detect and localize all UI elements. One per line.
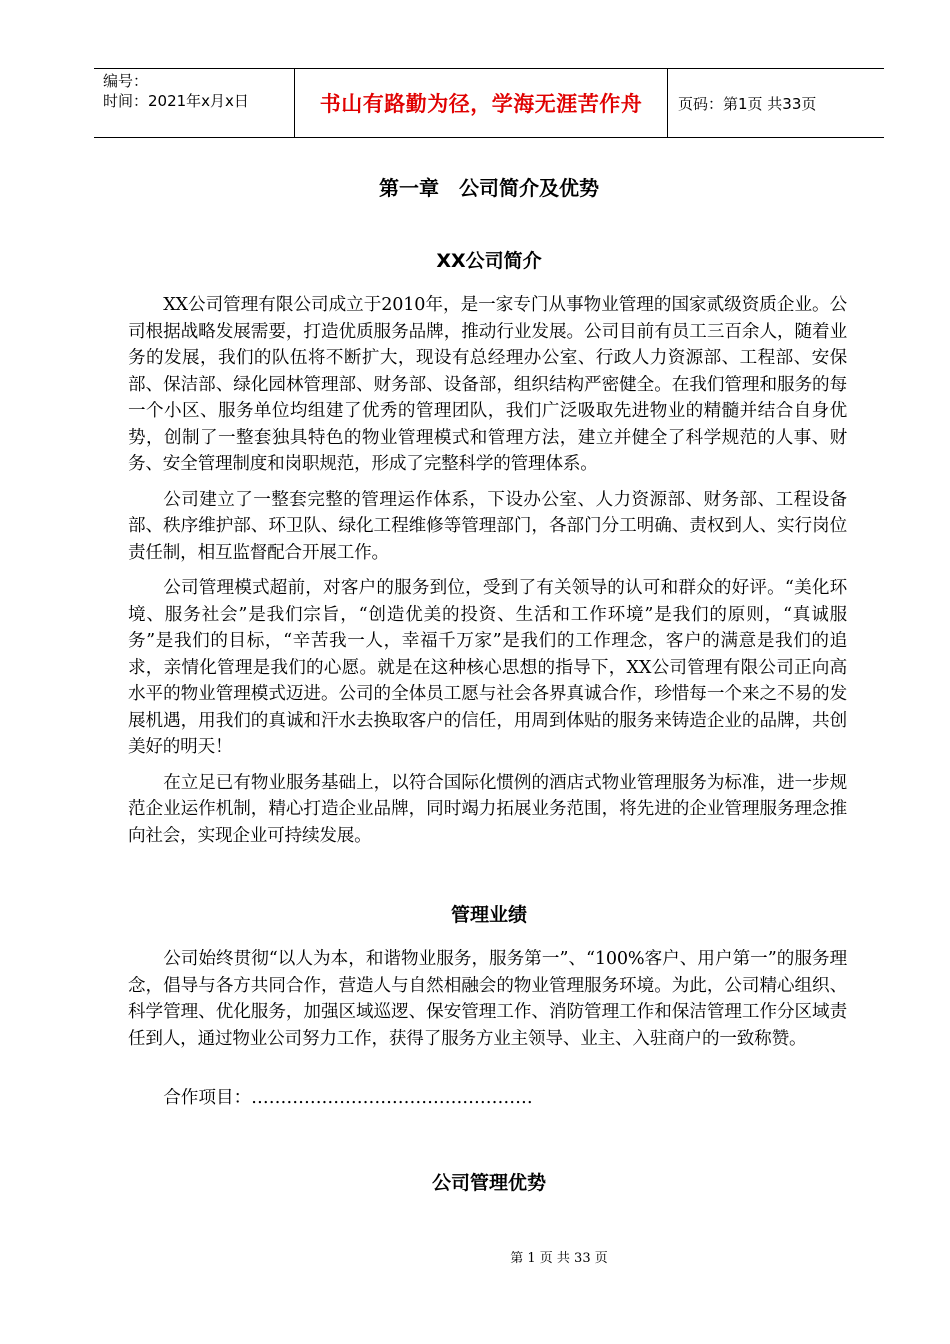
- intro-paragraph-1: XX公司管理有限公司成立于2010年，是一家专门从事物业管理的国家贰级资质企业。公司根据战略发展需要，打造优质服务品牌，推动行业发展。公司目前有员工三百余人，随着业务的发展，我们的队伍将不断扩大，现设有总经理办公室、行政人力资源部、工程部、安保部、保洁部、绿化园林管理部、财务部、设备部，组织结构严密健全。在我们管理和服务的每一个小区、服务单位均组建了优秀的管理团队，我们广泛吸取先进物业的精髓并结合自身优势，创制了一整套独具特色的物业管理模式和管理方法，建立并健全了科学规范的人事、财务、安全管理制度和岗职规范，形成了完整科学的管理体系。: [128, 295, 847, 474]
- header-time-label: 时间：2021年x月x日: [103, 92, 249, 110]
- header-motto: 书山有路勤为径，学海无涯苦作舟: [295, 69, 668, 137]
- section-title-performance: 管理业绩: [450, 904, 527, 926]
- intro-paragraph-3: 公司管理模式超前，对客户的服务到位，受到了有关领导的认可和群众的好评。“美化环境、服务社会”是我们宗旨，“创造优美的投资、生活和工作环境”是我们的原则，“真诚服务”是我们的目标，“辛苦我一人，幸福千万家”是我们的工作理念，客户的满意是我们的追求，亲情化管理是我们的心愿。就是在这种核心思想的指导下，XX公司管理有限公司正向高水平的物业管理模式迈进。公司的全体员工愿与社会各界真诚合作，珍惜每一个来之不易的发展机遇，用我们的真诚和汗水去换取客户的信任，用周到体贴的服务来铸造企业的品牌，共创美好的明天！: [128, 578, 847, 757]
- header-number-label: 编号：: [103, 72, 149, 90]
- page-footer: 第 1 页 共 33 页: [510, 1251, 608, 1266]
- page-header: [94, 68, 884, 138]
- section-title-advantage: 公司管理优势: [431, 1172, 546, 1194]
- intro-body: [128, 292, 847, 849]
- intro-paragraph-4: 在立足已有物业服务基础上，以符合国际化惯例的酒店式物业管理服务为标准，进一步规范企业运作机制，精心打造企业品牌，同时竭力拓展业务范围，将先进的企业管理服务理念推向社会，实现企业可持续发展。: [128, 772, 847, 846]
- intro-paragraph-2: 公司建立了一整套完整的管理运作体系，下设办公室、人力资源部、财务部、工程设备部、秩序维护部、环卫队、绿化工程维修等管理部门，各部门分工明确、责权到人、实行岗位责任制，相互监督配合开展工作。: [128, 489, 847, 563]
- header-meta: [94, 69, 295, 137]
- chapter-title: 第一章 公司简介及优势: [379, 176, 599, 200]
- section-title-intro: XX公司简介: [436, 250, 542, 272]
- header-page-label: 页码：第1页 共33页: [678, 94, 817, 113]
- cooperation-line: 合作项目：…………………………………………: [163, 1088, 533, 1108]
- performance-body: [128, 946, 847, 1052]
- performance-paragraph: 公司始终贯彻“以人为本，和谐物业服务，服务第一”、“100%客户、用户第一”的服务理念，倡导与各方共同合作，营造人与自然相融会的物业管理服务环境。为此，公司精心组织、科学管理、优化服务，加强区域巡逻、保安管理工作、消防管理工作和保洁管理工作分区域责任到人，通过物业公司努力工作，获得了服务方业主领导、业主、入驻商户的一致称赞。: [128, 949, 847, 1049]
